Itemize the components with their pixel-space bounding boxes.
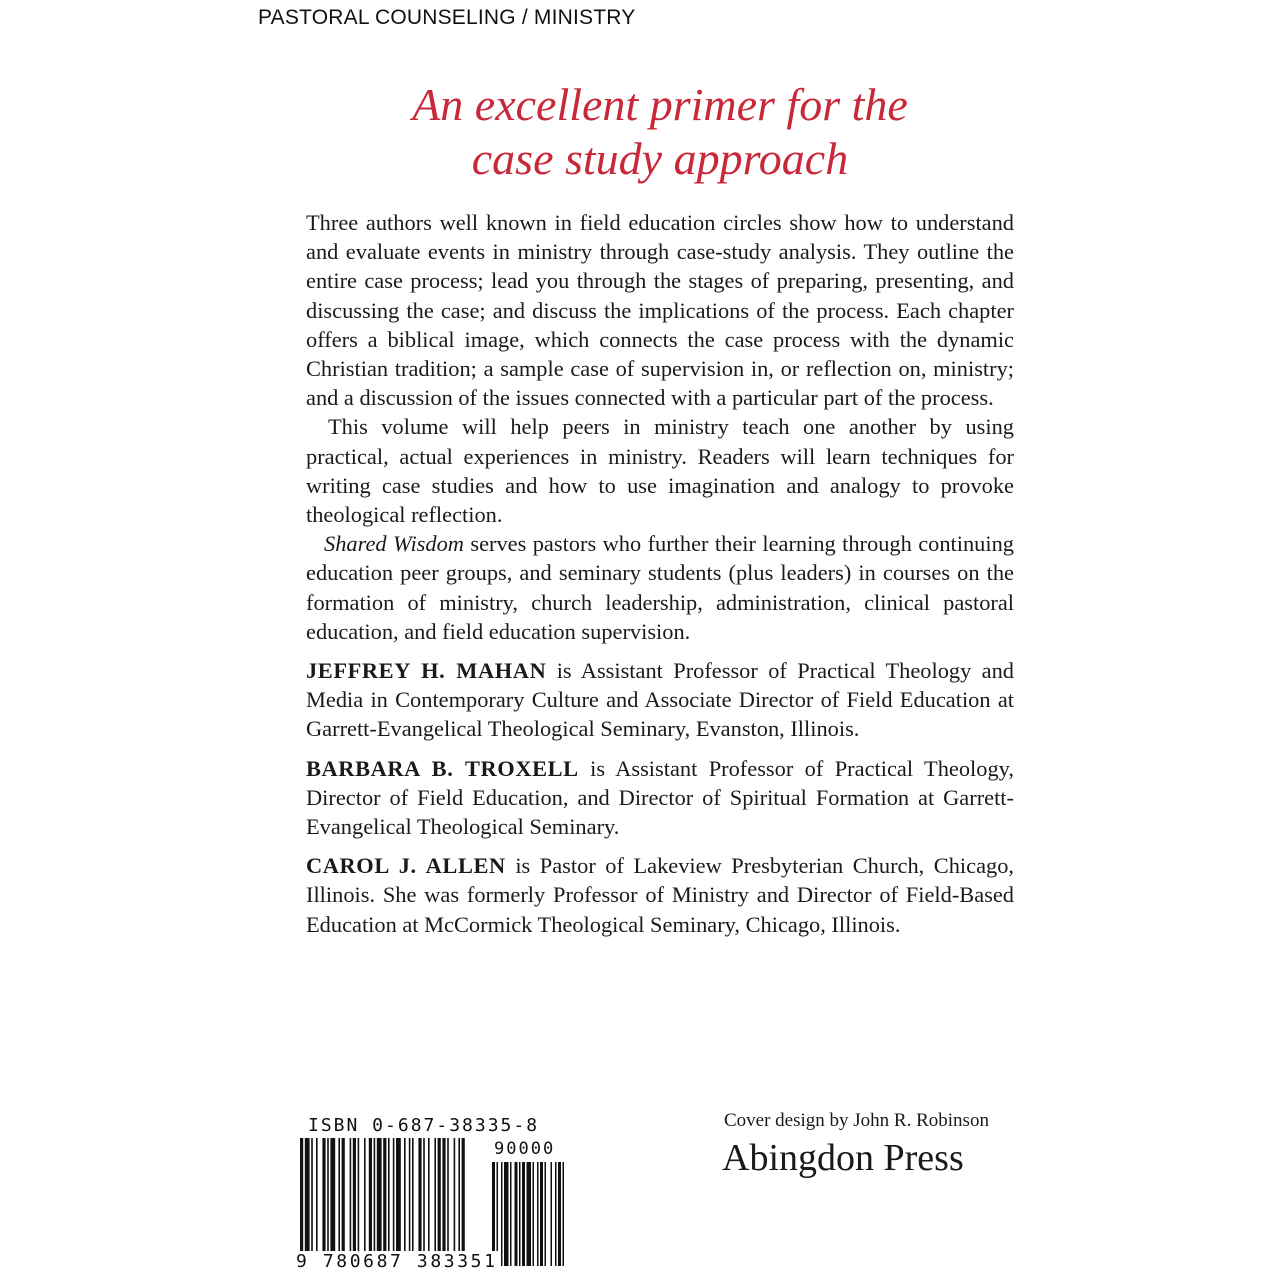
description-paragraph-1: Three authors well known in field education circles show how to understand and evaluate events in ministry through case-study analysis. They outline the entire case process; lead you through the stages of preparing, presenting, and discussing the case; and discuss the implications of the process. Each chapter offers a biblical image, which connects the case process with the dynamic Christian tradition; a sample case of supervision in, or reflection on, ministry; and a discussion of the issues connected with a particular part of the process. — [306, 210, 1014, 411]
barcode-bar — [383, 1138, 386, 1264]
author-bio-text: is Assistant Professor of Practical Theology and Media in Contemporary Culture and Associate Director of Field Education at Garrett-Evangelical Theological Seminary, Evanston, Illinois. — [306, 658, 1015, 742]
author-name: BARBARA B. TROXELL — [306, 755, 579, 781]
category-label: PASTORAL COUNSELING / MINISTRY — [258, 6, 636, 29]
barcode-addon-bar — [558, 1162, 561, 1266]
barcode-bar — [447, 1138, 449, 1252]
barcode-bar — [369, 1138, 372, 1252]
barcode-bar — [374, 1138, 376, 1252]
barcode-bar — [418, 1138, 421, 1252]
author-name: CAROL J. ALLEN — [306, 853, 506, 879]
barcode-bar — [404, 1138, 406, 1252]
barcode-addon-bar — [545, 1162, 547, 1266]
barcode-addon-bar — [510, 1162, 512, 1266]
barcode-bar — [393, 1138, 395, 1252]
description-paragraph-2: This volume will help peers in ministry teach one another by using practical, actual experiences in ministry. Readers will learn techniques for writing case studies and how to use imagination and analogy to provoke theological reflection. — [306, 414, 1014, 528]
description-paragraph-3 — [306, 529, 1014, 646]
barcode-bar — [305, 1138, 310, 1264]
barcode-addon-bar — [522, 1162, 525, 1266]
barcode-bar — [350, 1138, 352, 1252]
barcode-addon-bar — [563, 1162, 565, 1266]
barcode-bar — [428, 1138, 430, 1252]
author-bio-text: is Pastor of Lakeview Presbyterian Church, Chicago, Illinois. She was formerly Professor of Ministry and Director of Field-Based Education at McCormick Theological Seminary, Chicago, Illinois. — [306, 853, 1015, 937]
headline-line-2: case study approach — [471, 133, 849, 184]
barcode-addon-bar — [540, 1162, 543, 1266]
author-bio-troxell — [306, 754, 1014, 842]
barcode-bar — [458, 1138, 460, 1252]
barcode-addon-bar — [527, 1162, 532, 1266]
barcode-addon-bar — [537, 1162, 539, 1266]
barcode-bar — [330, 1138, 335, 1252]
barcode-bar — [364, 1138, 366, 1252]
author-name: JEFFREY H. MAHAN — [306, 658, 547, 684]
barcode-bar — [377, 1138, 382, 1252]
barcode-addon-bar — [551, 1162, 553, 1266]
barcode-addon-bar — [504, 1162, 509, 1266]
barcode-addon-bar — [555, 1162, 557, 1266]
cover-design-credit: Cover design by John R. Robinson — [724, 1110, 989, 1131]
barcode-bar — [396, 1138, 401, 1252]
barcode-bar — [434, 1138, 436, 1252]
barcode-bar — [353, 1138, 356, 1252]
barcode-bar — [342, 1138, 345, 1252]
barcode-bar — [322, 1138, 325, 1252]
barcode-bar — [454, 1138, 456, 1252]
headline-line-1: An excellent primer for the — [412, 79, 908, 130]
barcode-price-addon: 90000 — [494, 1139, 556, 1159]
barcode-addon-bar — [533, 1162, 535, 1266]
barcode-digits: 9 780687 383351 — [296, 1251, 498, 1272]
barcode-bar — [438, 1138, 441, 1252]
barcode-bar — [423, 1138, 425, 1252]
barcode-addon-bar — [501, 1162, 503, 1266]
barcode-bar — [358, 1138, 360, 1252]
isbn-label: ISBN 0-687-38335-8 — [308, 1115, 540, 1136]
back-cover-copy — [306, 208, 1014, 939]
barcode-bar — [409, 1138, 411, 1252]
publisher-name: Abingdon Press — [722, 1137, 964, 1179]
barcode-addon-bar — [515, 1162, 518, 1266]
barcode-bar — [442, 1138, 445, 1252]
barcode-bar — [462, 1138, 465, 1264]
barcode-bar — [300, 1138, 303, 1264]
book-title: Shared Wisdom — [324, 531, 464, 557]
barcode-bar — [412, 1138, 414, 1252]
headline — [300, 78, 1020, 186]
author-bio-text: is Assistant Professor of Practical Theology, Director of Field Education, and Director of Spiritual Formation at Garrett-Evangelical Theological Seminary. — [306, 755, 1014, 840]
barcode-bar — [388, 1138, 390, 1252]
description-paragraph-3-text: serves pastors who further their learning through continuing education peer groups, and seminary students (plus leaders) in courses on the formation of ministry, church leadership, administration, clinical pastoral education, and field education supervision. — [306, 531, 1014, 644]
barcode-bar — [316, 1138, 318, 1252]
barcode-bar — [327, 1138, 329, 1252]
author-bio-allen — [306, 851, 1014, 939]
barcode-bar — [338, 1138, 340, 1252]
barcode-addon-bar — [519, 1162, 521, 1266]
barcode-bar — [311, 1138, 313, 1252]
author-bio-mahan — [306, 656, 1014, 744]
